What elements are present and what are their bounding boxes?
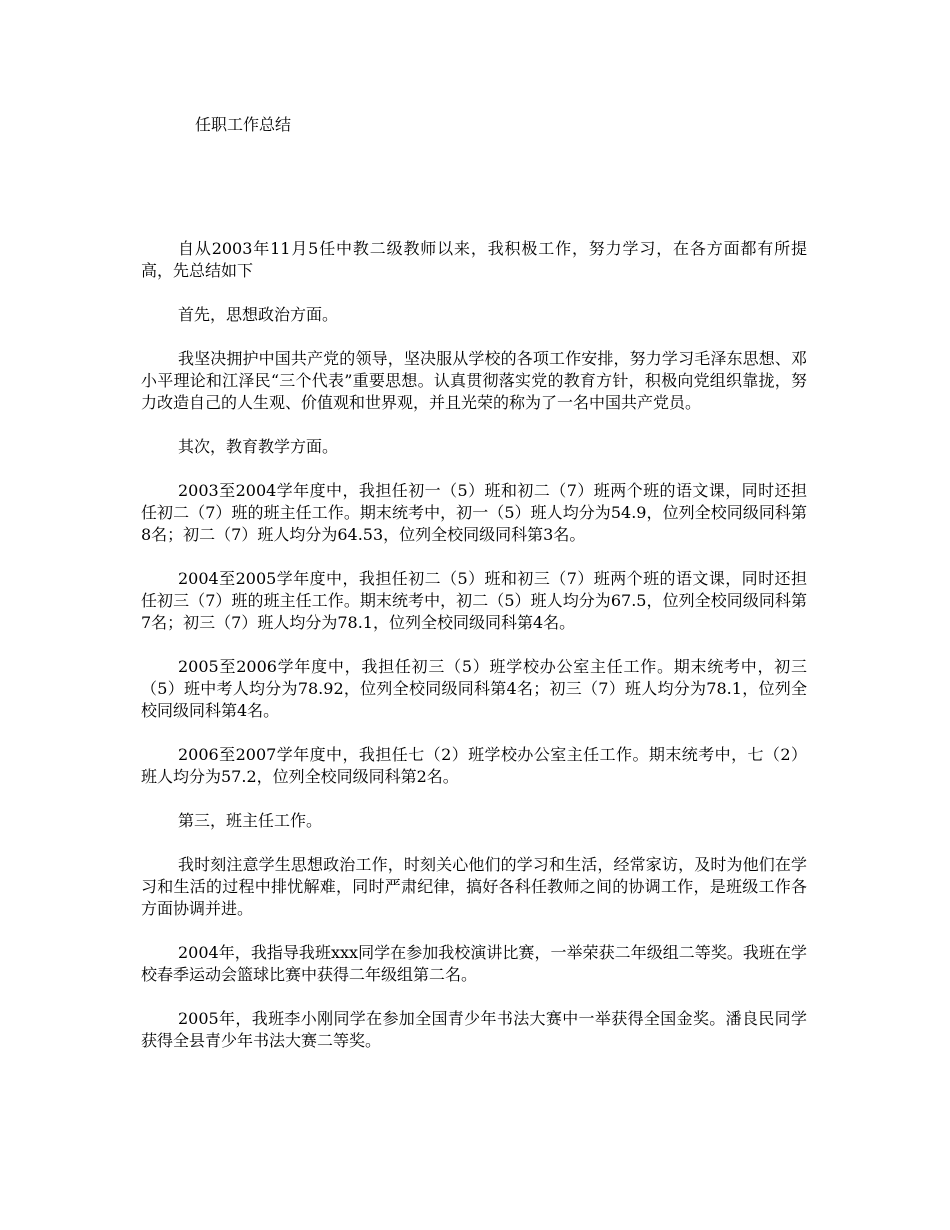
document-body (141, 238, 807, 1074)
paragraph-class-teacher: 我时刻注意学生思想政治工作，时刻关心他们的学习和生活，经常家访，及时为他们在学习和生活的过程中排忧解难，同时严肃纪律，搞好各科任教师之间的协调工作，是班级工作各方面协调并进。 (141, 855, 807, 918)
paragraph-teaching-2004: 2004至2005学年度中，我担任初二（5）班和初三（7）班两个班的语文课，同时还担任初三（7）班的班主任工作。期末统考中，初二（5）班人均分为67.5，位列全校同级同科第7名；初三（7）班人均分为78.1，位列全校同级同科第4名。 (141, 569, 807, 632)
section-heading-teaching: 其次，教育教学方面。 (178, 437, 339, 456)
section-heading-politics: 首先，思想政治方面。 (178, 305, 339, 324)
paragraph-politics: 我坚决拥护中国共产党的领导，坚决服从学校的各项工作安排，努力学习毛泽东思想、邓小平理论和江泽民“三个代表”重要思想。认真贯彻落实党的教育方针，积极向党组织靠拢，努力改造自己的人生观、价值观和世界观，并且光荣的称为了一名中国共产党员。 (141, 349, 807, 412)
paragraph-award-2005: 2005年，我班李小刚同学在参加全国青少年书法大赛中一举获得全国金奖。潘良民同学获得全县青少年书法大赛二等奖。 (141, 1009, 807, 1050)
paragraph-teaching-2006: 2006至2007学年度中，我担任七（2）班学校办公室主任工作。期末统考中，七（2）班人均分为57.2，位列全校同级同科第2名。 (141, 745, 807, 786)
paragraph-teaching-2005: 2005至2006学年度中，我担任初三（5）班学校办公室主任工作。期末统考中，初三（5）班中考人均分为78.92，位列全校同级同科第4名；初三（7）班人均分为78.1，位列全校同级同科第4名。 (141, 657, 807, 720)
paragraph-award-2004: 2004年，我指导我班xxx同学在参加我校演讲比赛，一举荣获二年级组二等奖。我班在学校春季运动会篮球比赛中获得二年级组第二名。 (141, 943, 807, 984)
section-heading-class-teacher: 第三，班主任工作。 (178, 811, 323, 830)
document-title: 任职工作总结 (195, 115, 292, 134)
paragraph-teaching-2003: 2003至2004学年度中，我担任初一（5）班和初二（7）班两个班的语文课，同时还担任初二（7）班的班主任工作。期末统考中，初一（5）班人均分为54.9，位列全校同级同科第8名；初二（7）班人均分为64.53，位列全校同级同科第3名。 (141, 481, 807, 544)
paragraph-intro: 自从2003年11月5任中教二级教师以来，我积极工作，努力学习，在各方面都有所提高，先总结如下 (141, 239, 807, 280)
